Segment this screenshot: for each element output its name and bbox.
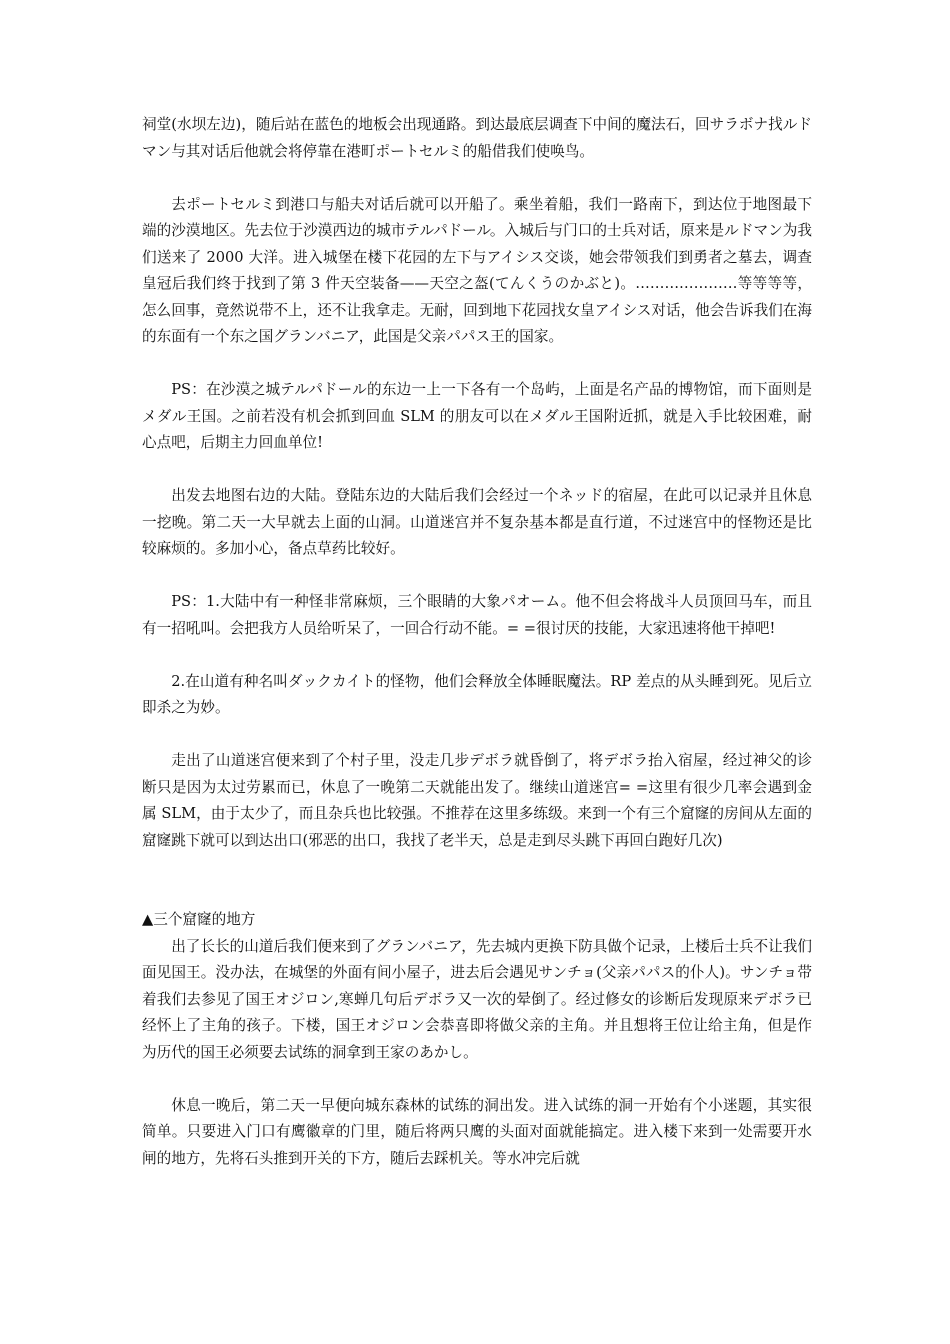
paragraph-7: 走出了山道迷宫便来到了个村子里，没走几步デボラ就昏倒了，将デボラ抬入宿屋，经过神父的诊断只是因为太过劳累而已，休息了一晚第二天就能出发了。继续山道迷宫= =这里有很少几率会遇到金属 SLM，由于太少了，而且杂兵也比较强。不推荐在这里多练级。来到一个有三个窟窿的房间从左面的窟窿跳下就可以到达出口(邪恶的出口，我找了老半天，总是走到尽头跳下再回白跑好几次) bbox=[142, 752, 812, 849]
paragraph-2: 去ポートセルミ到港口与船夫对话后就可以开船了。乘坐着船，我们一路南下，到达位于地图最下端的沙漠地区。先去位于沙漠西边的城市テルパドール。入城后与门口的士兵对话，原来是ルドマン为我们送来了 2000 大洋。进入城堡在楼下花园的左下与アイシス交谈，她会带领我们到勇者之墓去，调查皇冠后我们终于找到了第 3 件天空装备——天空之盔(てんくうのかぶと)。…………………等等等等，怎么回事，竟然说带不上，还不让我拿走。无耐，回到地下花园找女皇アイシス对话，他会告诉我们在海的东面有一个东之国グランバニア，此国是父亲パパス王的国家。 bbox=[142, 195, 812, 345]
paragraph-5: PS：1.大陆中有一种怪非常麻烦，三个眼睛的大象パオーム。他不但会将战斗人员顶回马车，而且有一招吼叫。会把我方人员给听呆了，一回合行动不能。= =很讨厌的技能，大家迅速将他干掉吧! bbox=[142, 593, 812, 637]
section-paragraph-1: 出了长长的山道后我们便来到了グランバニア，先去城内更换下防具做个记录，上楼后士兵不让我们面见国王。没办法，在城堡的外面有间小屋子，进去后会遇见サンチョ(父亲パパス的仆人)。サンチョ带着我们去参见了国王オジロン,寒蝉几句后デボラ又一次的晕倒了。经过修女的诊断后发现原来デボラ已经怀上了主角的孩子。下楼，国王オジロン会恭喜即将做父亲的主角。并且想将王位让给主角，但是作为历代的国王必须要去试练的洞拿到王家のあかし。 bbox=[142, 937, 812, 1061]
paragraph-3: PS：在沙漠之城テルパドール的东边一上一下各有一个岛屿，上面是名产品的博物馆，而下面则是メダル王国。之前若没有机会抓到回血 SLM 的朋友可以在メダル王国附近抓，就是入手比较困难，耐心点吧，后期主力回血单位! bbox=[142, 381, 812, 451]
section-spacer bbox=[142, 881, 812, 908]
section-paragraph-2: 休息一晚后，第二天一早便向城东森林的试练的洞出发。进入试练的洞一开始有个小迷题，其实很简单。只要进入门口有鹰徽章的门里，随后将两只鹰的头面对面就能搞定。进入楼下来到一处需要开水闸的地方，先将石头推到开关的下方，随后去踩机关。等水冲完后就 bbox=[142, 1096, 812, 1167]
paragraph-6: 2.在山道有种名叫ダックカイト的怪物，他们会释放全体睡眠魔法。RP 差点的从头睡到死。见后立即杀之为妙。 bbox=[142, 672, 812, 716]
document-body bbox=[142, 112, 812, 1199]
paragraph-1: 祠堂(水坝左边)，随后站在蓝色的地板会出现通路。到达最底层调查下中间的魔法石，回サラボナ找ルドマン与其对话后他就会将停靠在港町ポートセルミ的船借我们使唤鸟。 bbox=[142, 116, 812, 160]
section-spacer bbox=[142, 854, 812, 881]
paragraph-4: 出发去地图右边的大陆。登陆东边的大陆后我们会经过一个ネッド的宿屋，在此可以记录并且休息一挖晚。第二天一大早就去上面的山洞。山道迷宫并不复杂基本都是直行道，不过迷宫中的怪物还是比较麻烦的。多加小心，备点草药比较好。 bbox=[142, 487, 812, 557]
section-heading: ▲三个窟窿的地方 bbox=[142, 911, 256, 928]
